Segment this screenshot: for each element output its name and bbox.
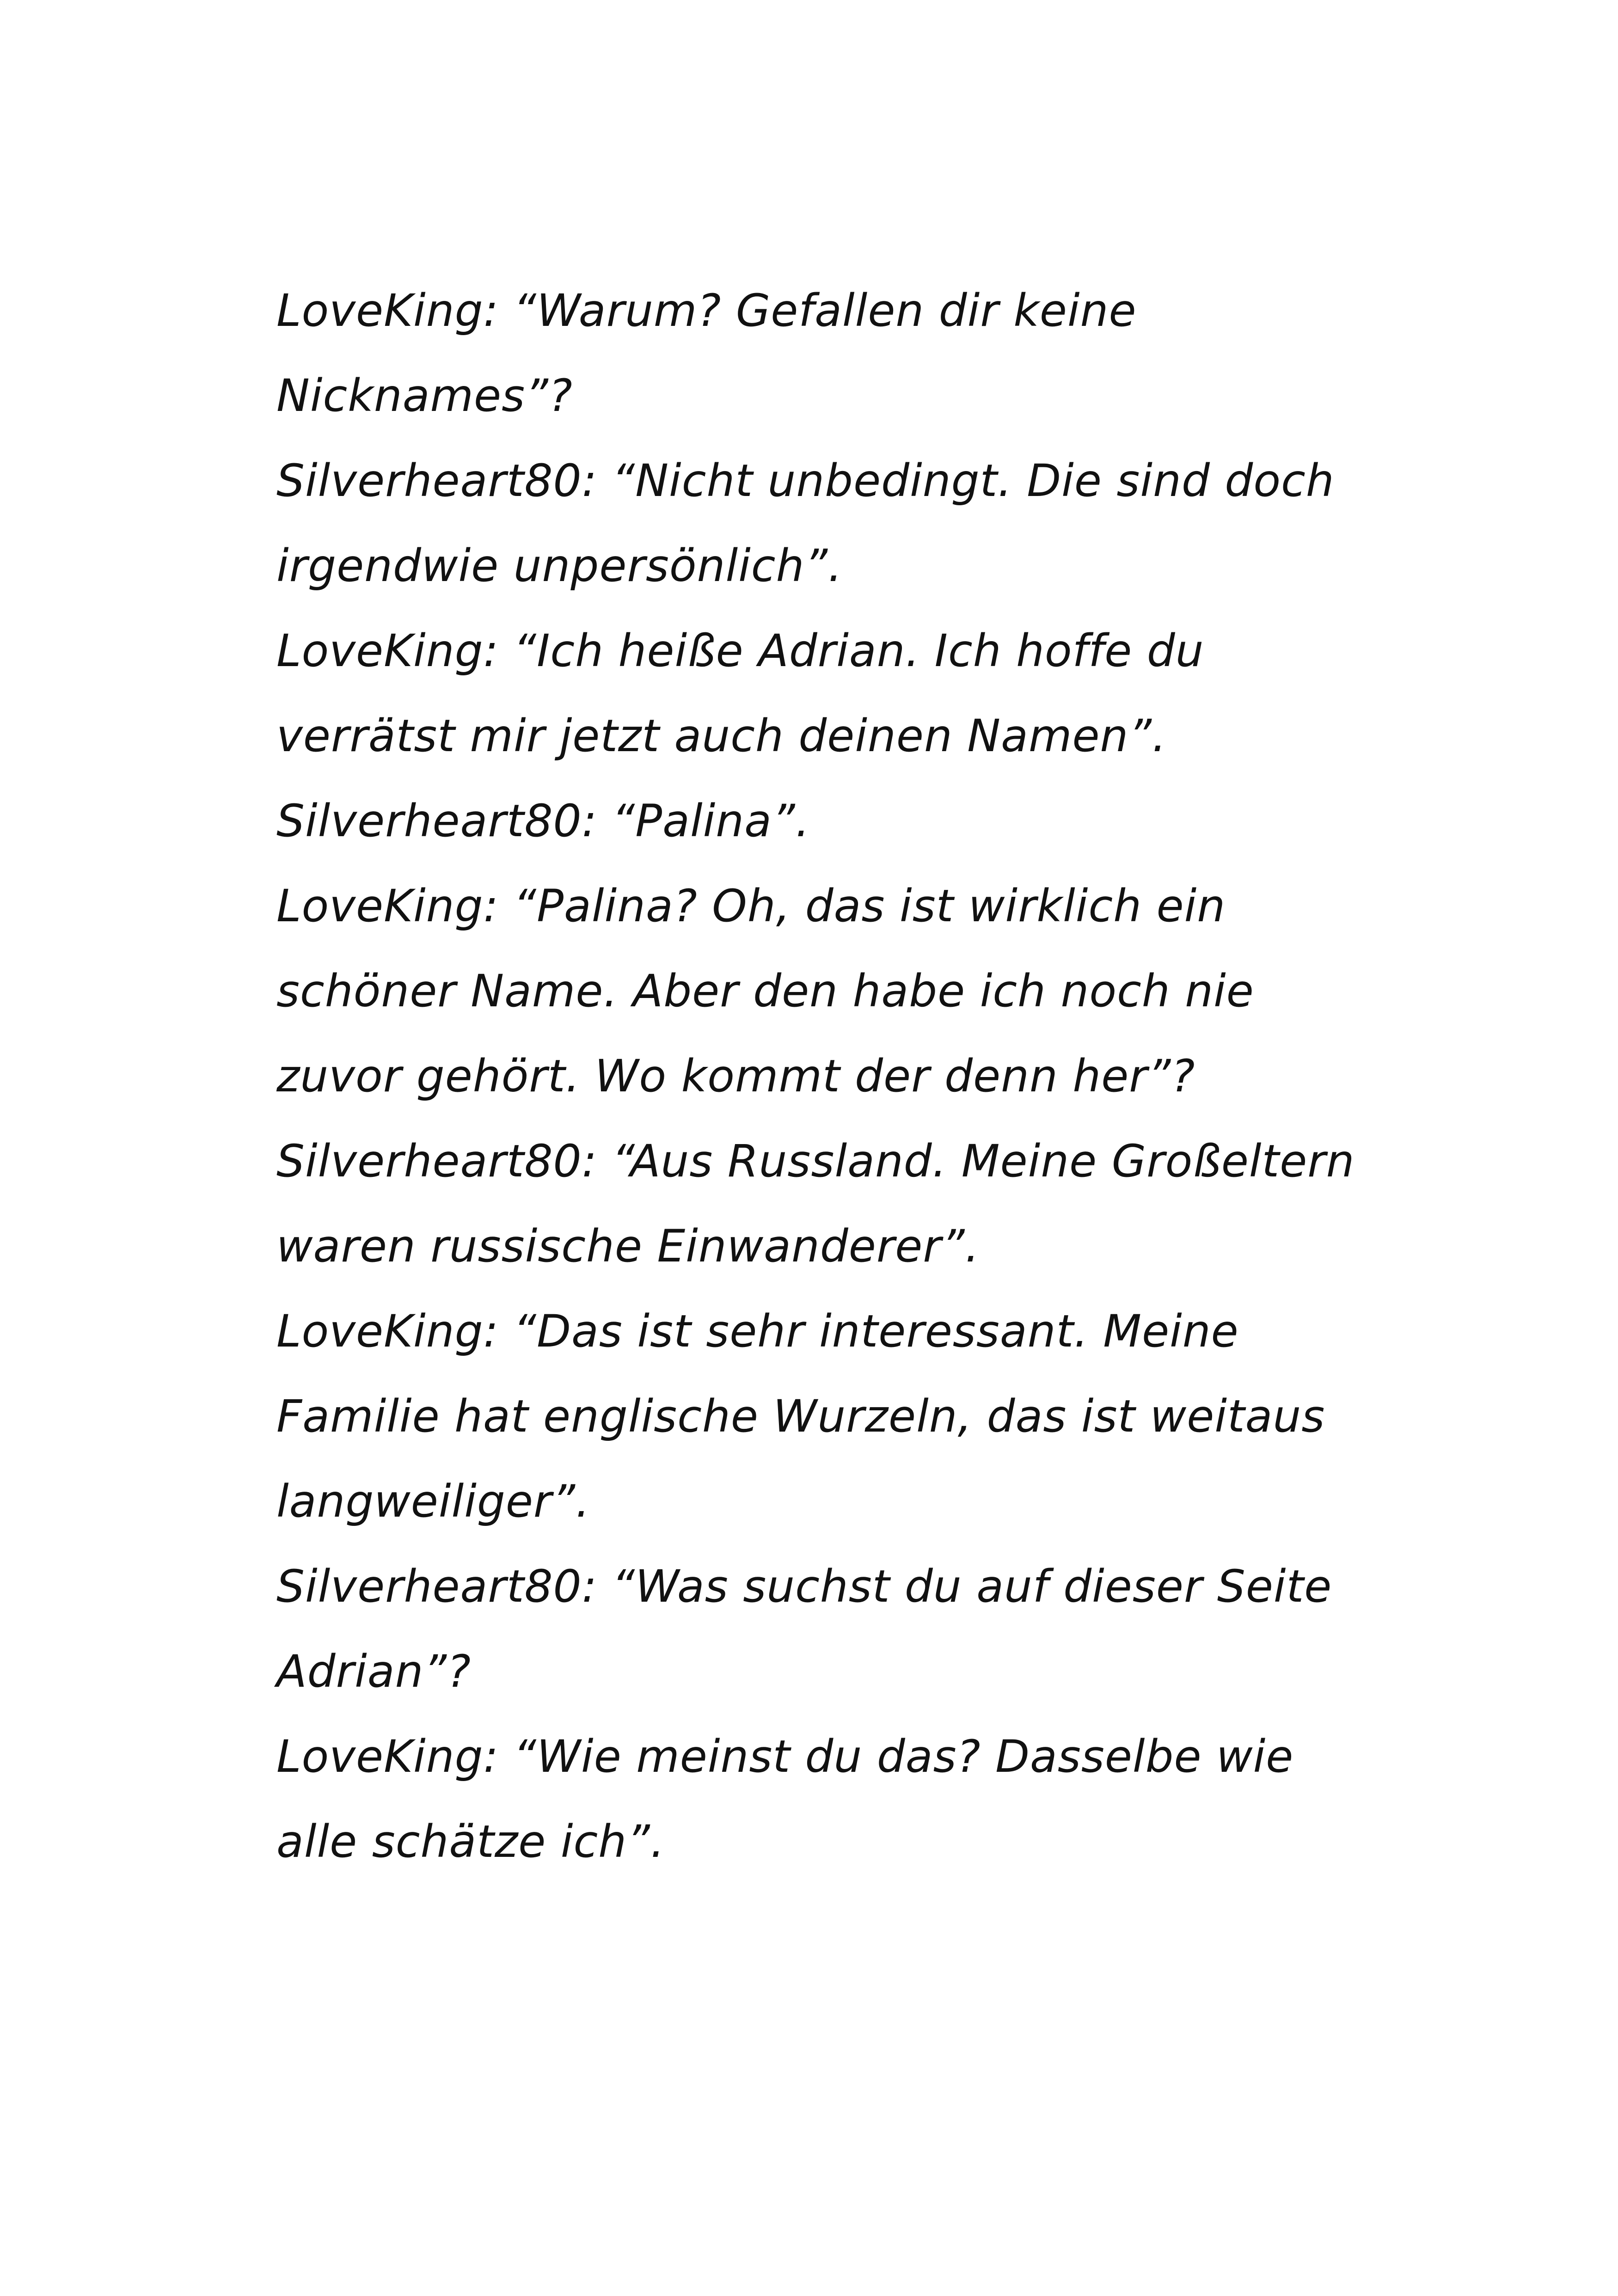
text-line: Silverheart80: “Nicht unbedingt. Die sind doch [276,455,1335,507]
text-line: LoveKing: “Das ist sehr interessant. Meine [276,1305,1239,1357]
text-line: alle schätze ich”. [276,1816,665,1867]
text-line: Adrian”? [276,1646,472,1697]
text-line: Nicknames”? [276,370,573,422]
text-line: schöner Name. Aber den habe ich noch nie [276,965,1254,1017]
text-line: zuvor gehört. Wo kommt der denn her”? [276,1050,1195,1102]
text-line: Silverheart80: “Aus Russland. Meine Großeltern [276,1135,1355,1187]
text-line: verrätst mir jetzt auch deinen Namen”. [276,710,1167,762]
text-line: LoveKing: “Warum? Gefallen dir keine [276,285,1137,337]
text-line: langweiliger”. [276,1476,590,1527]
text-line: waren russische Einwanderer”. [276,1220,980,1272]
text-line: irgendwie unpersönlich”. [276,540,843,592]
text-line: LoveKing: “Wie meinst du das? Dasselbe wie [276,1731,1294,1782]
text-line: Silverheart80: “Was suchst du auf dieser Seite [276,1561,1332,1612]
text-line: LoveKing: “Ich heiße Adrian. Ich hoffe du [276,625,1204,677]
text-line: Familie hat englische Wurzeln, das ist weitaus [276,1390,1325,1442]
dialogue-text [276,268,1386,1884]
text-line: Silverheart80: “Palina”. [276,795,810,847]
text-line: LoveKing: “Palina? Oh, das ist wirklich ein [276,880,1226,932]
